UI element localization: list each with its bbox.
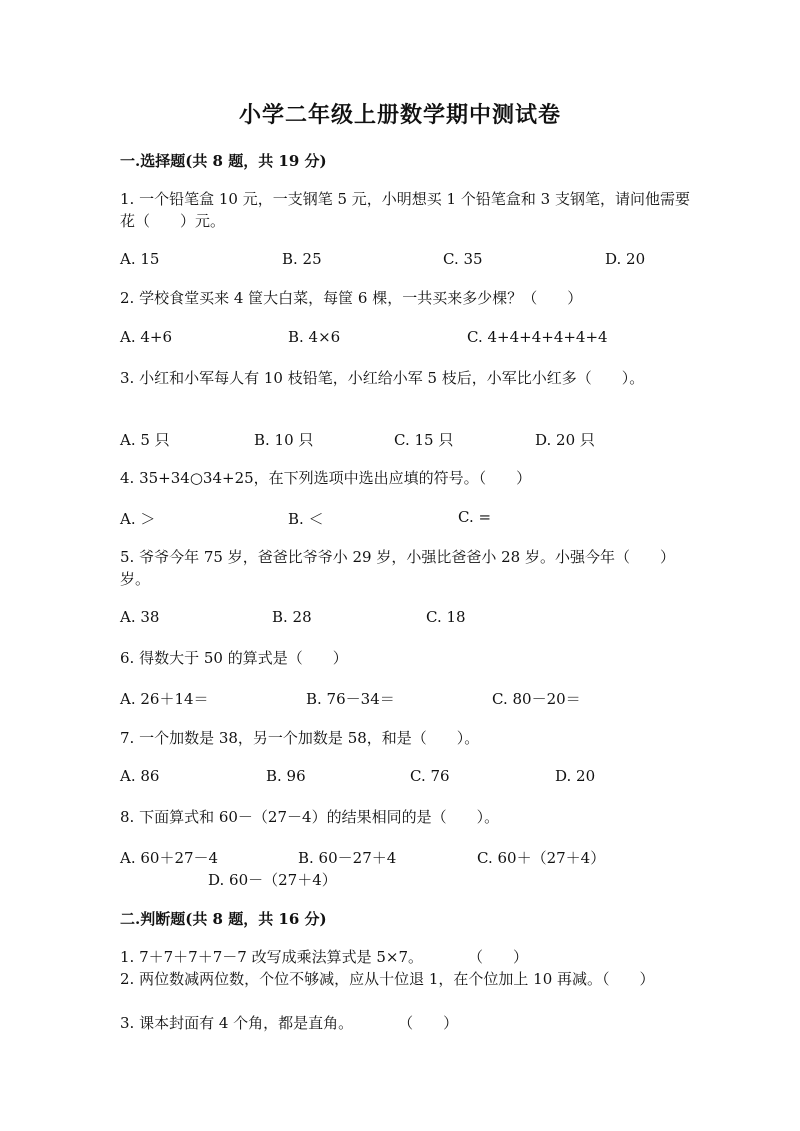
q2-option-a: A. 4+6 [120, 328, 173, 346]
q2-option-c: C. 4+4+4+4+4+4 [467, 328, 608, 346]
question-2: 2. 学校食堂买来 4 筐大白菜，每筐 6 棵，一共买来多少棵？（ ） [120, 289, 583, 307]
q7-option-b: B. 96 [266, 767, 306, 785]
question-1: 1. 一个铅笔盒 10 元，一支钢笔 5 元，小明想买 1 个铅笔盒和 3 支钢笔，请问他需要花（ ）元。 [120, 190, 690, 230]
q5-option-a: A. 38 [120, 608, 160, 626]
page-title: 小学二年级上册数学期中测试卷 [238, 102, 561, 128]
q5-option-b: B. 28 [272, 608, 312, 626]
question-4: 4. 35+34○34+25，在下列选项中选出应填的符号。（ ） [120, 469, 532, 487]
q1-option-a: A. 15 [120, 250, 160, 268]
question-5: 5. 爷爷今年 75 岁，爸爸比爷爷小 29 岁，小强比爸爸小 28 岁。小强今年（ ）岁。 [120, 548, 675, 588]
q7-option-c: C. 76 [410, 767, 450, 785]
q2-option-b: B. 4×6 [288, 328, 341, 346]
q6-option-b: B. 76－34＝ [306, 690, 395, 708]
q5-option-c: C. 18 [426, 608, 466, 626]
section-title-choice: 一.选择题(共 8 题，共 19 分) [120, 152, 327, 170]
q4-option-a: A. ＞ [120, 510, 156, 528]
q8-option-a: A. 60＋27－4 [120, 849, 219, 867]
q8-option-c: C. 60＋（27＋4） [477, 849, 606, 867]
q3-option-a: A. 5 只 [120, 431, 170, 449]
q3-option-b: B. 10 只 [254, 431, 314, 449]
q7-option-d: D. 20 [555, 767, 596, 785]
question-8: 8. 下面算式和 60－（27－4）的结果相同的是（ ）。 [120, 808, 500, 826]
q4-option-c: C. = [458, 508, 492, 526]
q8-option-b: B. 60－27＋4 [298, 849, 397, 867]
q4-option-b: B. ＜ [288, 510, 324, 528]
question-6: 6. 得数大于 50 的算式是（ ） [120, 649, 348, 667]
question-7: 7. 一个加数是 38，另一个加数是 58，和是（ ）。 [120, 729, 480, 747]
q6-option-c: C. 80－20＝ [492, 690, 581, 708]
section-title-judge: 二.判断题(共 8 题，共 16 分) [120, 910, 327, 928]
judge-item-2: 2. 两位数减两位数，个位不够减，应从十位退 1，在个位加上 10 再减。（ ） [120, 970, 655, 988]
q3-option-d: D. 20 只 [535, 431, 595, 449]
q6-option-a: A. 26＋14＝ [120, 690, 209, 708]
q1-option-d: D. 20 [605, 250, 646, 268]
q7-option-a: A. 86 [120, 767, 160, 785]
judge-item-1: 1. 7＋7＋7＋7－7 改写成乘法算式是 5×7。 （ ） [120, 948, 528, 966]
question-3: 3. 小红和小军每人有 10 枝铅笔，小红给小军 5 枝后，小军比小红多（ ）。 [120, 369, 645, 387]
q1-option-c: C. 35 [443, 250, 483, 268]
q8-option-d: D. 60－（27＋4） [208, 871, 337, 889]
judge-item-3: 3. 课本封面有 4 个角，都是直角。 （ ） [120, 1014, 459, 1032]
q1-option-b: B. 25 [282, 250, 322, 268]
q3-option-c: C. 15 只 [394, 431, 454, 449]
